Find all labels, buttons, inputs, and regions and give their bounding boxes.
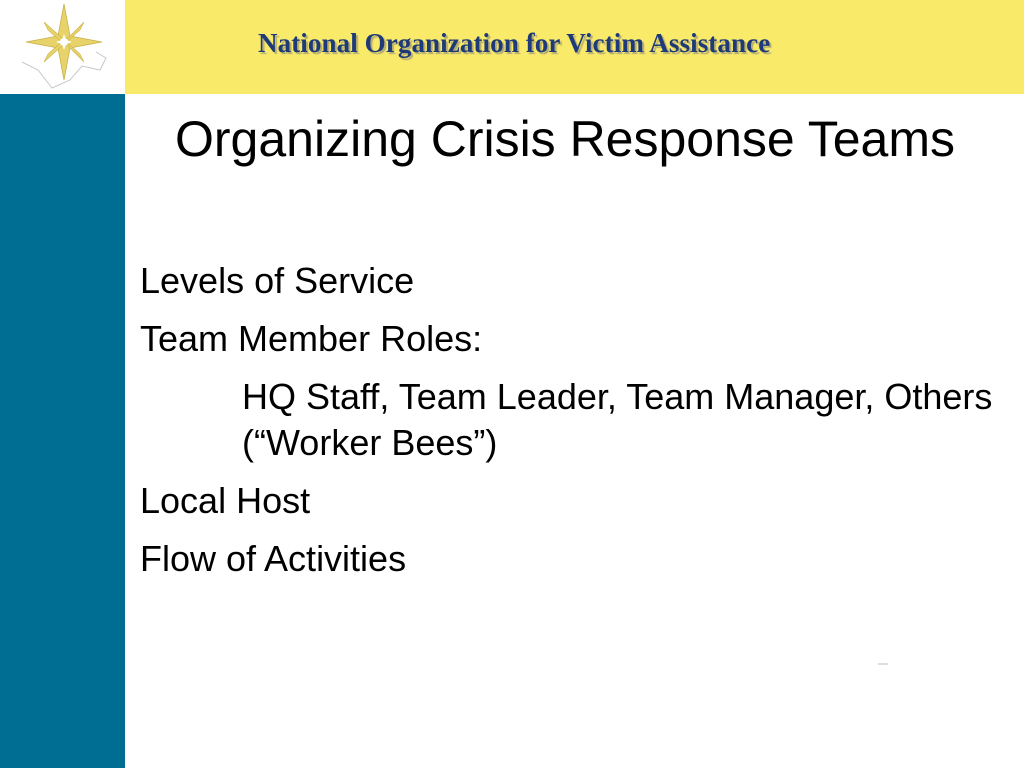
bullet-list <box>140 258 1000 594</box>
bullet-local-host: Local Host <box>140 480 311 521</box>
sub-bullet-roles-list: HQ Staff, Team Leader, Team Manager, Others (“Worker Bees”) <box>242 376 993 463</box>
small-dash-mark <box>878 663 888 665</box>
slide-title: Organizing Crisis Response Teams <box>175 111 955 167</box>
organization-name: National Organization for Victim Assistance <box>258 28 771 58</box>
compass-star-icon <box>0 0 125 94</box>
bullet-team-member-roles: Team Member Roles: <box>140 318 483 359</box>
left-band <box>0 94 125 768</box>
logo <box>0 0 125 94</box>
bullet-flow-of-activities: Flow of Activities <box>140 538 407 579</box>
bullet-levels-of-service: Levels of Service <box>140 260 415 301</box>
